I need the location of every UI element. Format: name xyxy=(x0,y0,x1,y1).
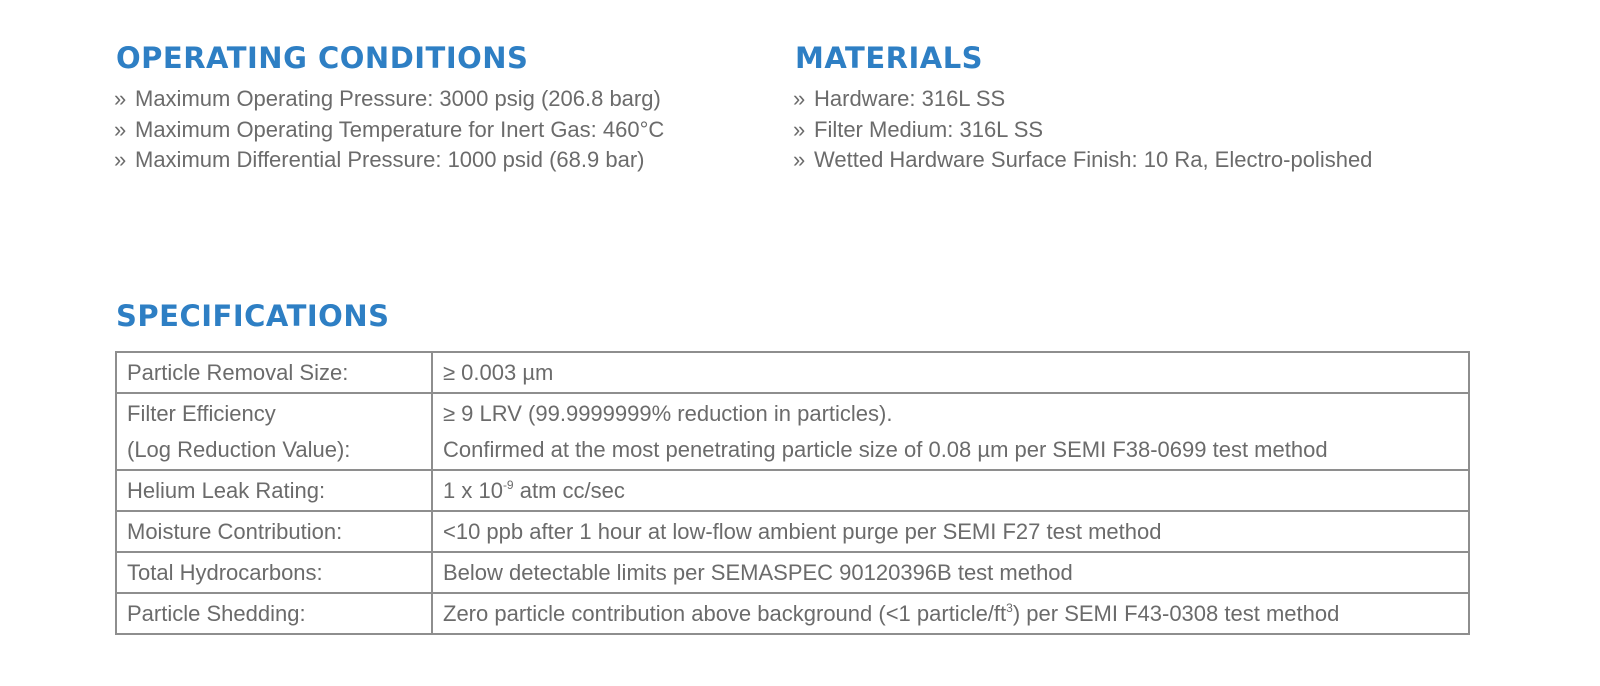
list-item xyxy=(114,115,664,146)
spec-label: Moisture Contribution: xyxy=(116,511,432,552)
list-item-text: Maximum Operating Temperature for Inert Gas: 460°C xyxy=(135,116,665,142)
spec-value-line: ≥ 9 LRV (99.9999999% reduction in particles). xyxy=(443,401,893,426)
table-row xyxy=(116,352,1469,393)
spec-value xyxy=(432,593,1469,634)
list-item-text: Wetted Hardware Surface Finish: 10 Ra, Electro-polished xyxy=(814,147,1373,172)
table-row xyxy=(116,593,1469,634)
table-row xyxy=(116,470,1469,511)
spec-label: Particle Shedding: xyxy=(116,593,432,634)
spec-value-text: 1 x 10 xyxy=(443,478,503,503)
bullet-icon: » xyxy=(114,147,127,172)
list-item-text: Filter Medium: 316L SS xyxy=(814,116,1044,142)
spec-value-line: Confirmed at the most penetrating particle size of 0.08 µm per SEMI F38-0699 test method xyxy=(443,437,1328,462)
materials-heading: MATERIALS xyxy=(795,41,984,75)
spec-value-text: ) per SEMI F43-0308 test method xyxy=(1012,601,1340,626)
spec-value-text: atm cc/sec xyxy=(513,478,625,503)
list-item-text: Maximum Operating Pressure: 3000 psig (206.8 barg) xyxy=(135,86,661,111)
specifications-table xyxy=(115,351,1470,635)
list-item-text: Maximum Differential Pressure: 1000 psid (68.9 bar) xyxy=(135,147,645,172)
spec-label xyxy=(116,393,432,470)
list-item xyxy=(793,84,1372,115)
spec-value: ≥ 0.003 µm xyxy=(432,352,1469,393)
bullet-icon: » xyxy=(114,116,127,142)
spec-value-superscript: 3 xyxy=(1006,601,1013,615)
operating-conditions-list xyxy=(114,84,664,176)
spec-label-line: (Log Reduction Value): xyxy=(127,437,351,462)
list-item xyxy=(114,84,664,115)
operating-conditions-heading: OPERATING CONDITIONS xyxy=(116,41,529,75)
spec-value-superscript: -9 xyxy=(502,478,514,492)
spec-value-text: Zero particle contribution above background (<1 particle/ft xyxy=(443,601,1007,626)
table-row xyxy=(116,393,1469,470)
list-item xyxy=(114,145,664,176)
bullet-icon: » xyxy=(793,116,806,142)
specifications-heading: SPECIFICATIONS xyxy=(116,299,390,333)
list-item xyxy=(793,115,1372,146)
materials-list xyxy=(793,84,1372,176)
bullet-icon: » xyxy=(793,86,806,111)
list-item-text: Hardware: 316L SS xyxy=(814,86,1006,111)
spec-value: <10 ppb after 1 hour at low-flow ambient purge per SEMI F27 test method xyxy=(432,511,1469,552)
list-item xyxy=(793,145,1372,176)
spec-label: Particle Removal Size: xyxy=(116,352,432,393)
spec-value xyxy=(432,393,1469,470)
table-row xyxy=(116,511,1469,552)
spec-label: Total Hydrocarbons: xyxy=(116,552,432,593)
spec-value xyxy=(432,470,1469,511)
spec-label-line: Filter Efficiency xyxy=(127,401,276,426)
spec-label: Helium Leak Rating: xyxy=(116,470,432,511)
spec-value: Below detectable limits per SEMASPEC 90120396B test method xyxy=(432,552,1469,593)
table-row xyxy=(116,552,1469,593)
bullet-icon: » xyxy=(793,147,806,172)
bullet-icon: » xyxy=(114,86,127,111)
